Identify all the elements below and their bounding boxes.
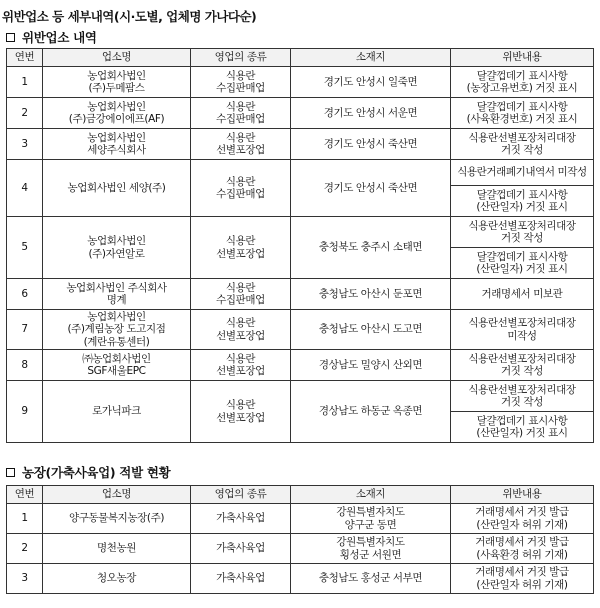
cell-business-name: 농업회사법인 (주)계림농장 도고지점 (계란유통센터) (43, 310, 191, 350)
cell-business-name: 로가닉파크 (43, 381, 191, 443)
header-no: 연번 (7, 49, 43, 67)
table-row (7, 217, 594, 248)
cell-business-name: ㈜농업회사법인 SGF새울EPC (43, 350, 191, 381)
cell-violation: 거래명세서 거짓 발급 (산란일자 허위 기재) (451, 564, 594, 594)
cell-business-type: 식용란 수집판매업 (191, 98, 291, 129)
cell-location: 충청남도 홍성군 서부면 (291, 564, 451, 594)
cell-location: 경상남도 밀양시 산외면 (291, 350, 451, 381)
header-business-type: 영업의 종류 (191, 49, 291, 67)
table-header-row (7, 49, 594, 67)
cell-business-type: 식용란 수집판매업 (191, 67, 291, 98)
cell-violation: 식용란선별포장처리대장 거짓 작성 (451, 350, 594, 381)
section-heading-violating-businesses (6, 28, 97, 46)
cell-location: 충청남도 아산시 둔포면 (291, 279, 451, 310)
table-row (7, 504, 594, 534)
table-row (7, 129, 594, 160)
cell-violation: 거래명세서 미보관 (451, 279, 594, 310)
cell-business-type: 식용란 선별포장업 (191, 350, 291, 381)
farm-violations-table (6, 485, 594, 594)
cell-business-type: 가축사육업 (191, 534, 291, 564)
cell-violation: 식용란선별포장처리대장 거짓 작성 (451, 129, 594, 160)
cell-location: 경상남도 하동군 옥종면 (291, 381, 451, 443)
table-row (7, 534, 594, 564)
table-row (7, 67, 594, 98)
cell-location: 경기도 안성시 일죽면 (291, 67, 451, 98)
cell-no: 1 (7, 504, 43, 534)
checkbox-square-icon (6, 33, 15, 42)
table-row (7, 350, 594, 381)
header-business-type: 영업의 종류 (191, 486, 291, 504)
cell-no: 9 (7, 381, 43, 443)
cell-location: 강원특별자치도 양구군 동면 (291, 504, 451, 534)
cell-location: 강원특별자치도 횡성군 서원면 (291, 534, 451, 564)
cell-violation: 식용란선별포장처리대장 거짓 작성 (451, 381, 594, 412)
cell-violation: 식용란선별포장처리대장 미작성 (451, 310, 594, 350)
header-location: 소재지 (291, 49, 451, 67)
cell-violation: 거래명세서 거짓 발급 (사육환경 허위 기재) (451, 534, 594, 564)
cell-violation: 달걀껍데기 표시사항 (사육환경번호) 거짓 표시 (451, 98, 594, 129)
header-business-name: 업소명 (43, 486, 191, 504)
cell-violation: 달걀껍데기 표시사항 (농장고유번호) 거짓 표시 (451, 67, 594, 98)
cell-no: 7 (7, 310, 43, 350)
table-row (7, 381, 594, 412)
cell-business-type: 식용란 수집판매업 (191, 160, 291, 217)
cell-business-type: 가축사육업 (191, 564, 291, 594)
cell-violation: 달걀껍데기 표시사항 (산란일자) 거짓 표시 (451, 412, 594, 443)
cell-business-name: 농업회사법인 세양주식회사 (43, 129, 191, 160)
table-row (7, 310, 594, 350)
cell-no: 3 (7, 129, 43, 160)
cell-business-type: 식용란 선별포장업 (191, 129, 291, 160)
cell-violation: 식용란선별포장처리대장 거짓 작성 (451, 217, 594, 248)
cell-business-name: 청오농장 (43, 564, 191, 594)
cell-business-name: 농업회사법인 세양(주) (43, 160, 191, 217)
cell-location: 충청북도 충주시 소태면 (291, 217, 451, 279)
cell-business-name: 명천농원 (43, 534, 191, 564)
cell-business-name: 농업회사법인 주식회사 명계 (43, 279, 191, 310)
header-business-name: 업소명 (43, 49, 191, 67)
cell-no: 5 (7, 217, 43, 279)
cell-no: 4 (7, 160, 43, 217)
cell-business-name: 농업회사법인 (주)두메팜스 (43, 67, 191, 98)
cell-business-type: 가축사육업 (191, 504, 291, 534)
cell-violation: 식용란거래폐기내역서 미작성 (451, 160, 594, 186)
table-row (7, 279, 594, 310)
table-header-row (7, 486, 594, 504)
table-row (7, 160, 594, 186)
section-title: 위반업소 내역 (22, 30, 97, 45)
cell-business-type: 식용란 선별포장업 (191, 310, 291, 350)
table-row (7, 98, 594, 129)
cell-business-name: 농업회사법인 (주)금강에이에프(AF) (43, 98, 191, 129)
table-row (7, 564, 594, 594)
cell-business-type: 식용란 선별포장업 (191, 381, 291, 443)
cell-no: 3 (7, 564, 43, 594)
cell-violation: 거래명세서 거짓 발급 (산란일자 허위 기재) (451, 504, 594, 534)
cell-violation: 달걀껍데기 표시사항 (산란일자) 거짓 표시 (451, 248, 594, 279)
violating-businesses-table (6, 48, 594, 443)
cell-location: 경기도 안성시 서운면 (291, 98, 451, 129)
cell-violation: 달걀껍데기 표시사항 (산란일자) 거짓 표시 (451, 186, 594, 217)
cell-business-name: 농업회사법인 (주)자연알로 (43, 217, 191, 279)
cell-location: 경기도 안성시 죽산면 (291, 129, 451, 160)
section-title: 농장(가축사육업) 적발 현황 (22, 465, 171, 480)
header-violation: 위반내용 (451, 486, 594, 504)
cell-business-type: 식용란 수집판매업 (191, 279, 291, 310)
checkbox-square-icon (6, 468, 15, 477)
header-violation: 위반내용 (451, 49, 594, 67)
section-heading-farm-violations (6, 463, 170, 481)
header-location: 소재지 (291, 486, 451, 504)
cell-location: 충청남도 아산시 도고면 (291, 310, 451, 350)
cell-business-type: 식용란 선별포장업 (191, 217, 291, 279)
cell-no: 2 (7, 534, 43, 564)
cell-location: 경기도 안성시 죽산면 (291, 160, 451, 217)
cell-no: 2 (7, 98, 43, 129)
cell-business-name: 양구동물복지농장(주) (43, 504, 191, 534)
cell-no: 1 (7, 67, 43, 98)
page-title: 위반업소 등 세부내역(시·도별, 업체명 가나다순) (2, 9, 257, 24)
header-no: 연번 (7, 486, 43, 504)
cell-no: 8 (7, 350, 43, 381)
cell-no: 6 (7, 279, 43, 310)
